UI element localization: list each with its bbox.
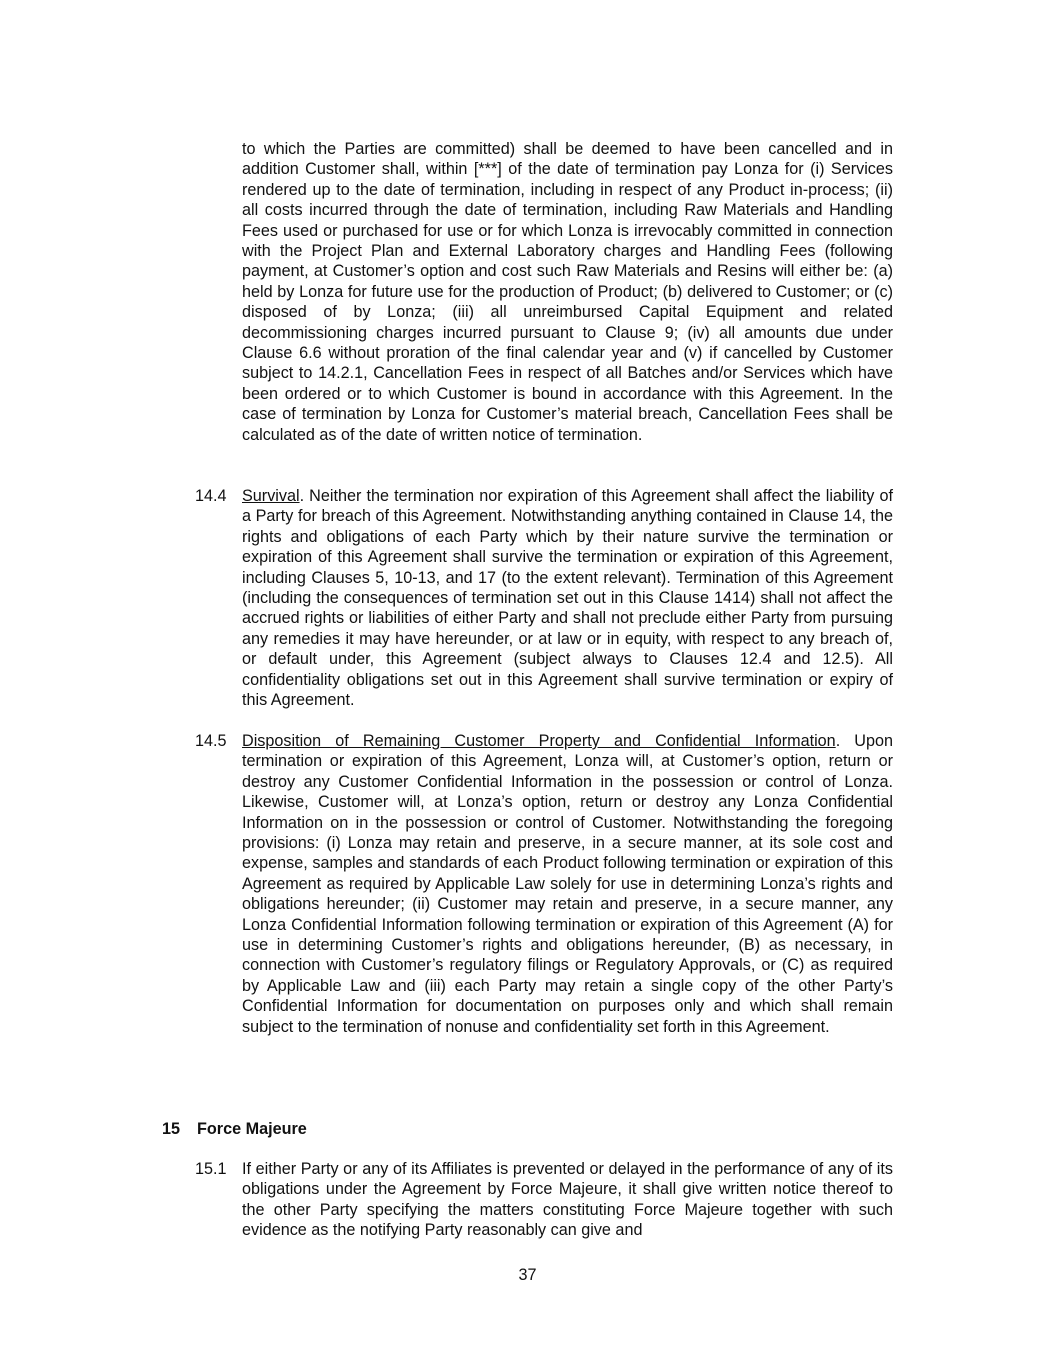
clause-body [242,486,893,710]
clause-14-4 [195,486,893,710]
section-heading-force-majeure [162,1119,307,1139]
clause-body [242,731,893,1037]
clause-title: Survival [242,487,300,505]
section-number: 15 [162,1120,181,1138]
section-title: Force Majeure [197,1120,307,1138]
clause-text: . Neither the termination nor expiration of this Agreement shall affect the liability of a Party for breach of this Agreement. Notwithstanding anything contained in Clause 14, the rights and obligations of each Party which by their nature survive the termination or expiration of this Agreement shall survive the termination or expiration of this Agreement, including Clauses 5, 10-13, and 17 (to the extent relevant). Termination of this Agreement (including the consequences of termination set out in this Clause 1414) shall not affect the accrued rights or liabilities of either Party and shall not preclude either Party from pursuing any remedies it may have hereunder, or at law or in equity, with respect to any breach of, or default under, this Agreement (subject always to Clauses 12.4 and 12.5). All confidentiality obligations set out in this Agreement shall survive termination or expiry of this Agreement. [242,487,893,710]
clause-text: . Upon termination or expiration of this Agreement, Lonza will, at Customer’s option, return or destroy any Customer Confidential Information in the possession or control of Lonza. Likewise, Customer will, at Lonza’s option, return or destroy any Lonza Confidential Information on in the possession or control of Customer. Notwithstanding the foregoing provisions: (i) Lonza may retain and preserve, in a secure manner, at its sole cost and expense, samples and standards of each Product following termination or expiration of this Agreement as required by Applicable Law solely for use in determining Lonza’s rights and obligations hereunder; (ii) Customer may retain and preserve, in a secure manner, any Lonza Confidential Information following termination or expiration of this Agreement (A) for use in determining Customer’s rights and obligations hereunder, (B) as necessary, in connection with Customer’s regulatory filings or Regulatory Approvals, or (C) as required by Applicable Law and (iii) each Party may retain a single copy of the other Party’s Confidential Information for documentation on purposes only and which shall remain subject to the termination of nonuse and confidentiality set forth in this Agreement. [242,732,893,1036]
clause-15-1 [195,1159,893,1241]
page-number: 37 [518,1266,537,1284]
clause-number: 14.4 [195,487,227,505]
clause-number: 15.1 [195,1160,227,1178]
clause-number: 14.5 [195,732,227,750]
clause-body [242,1159,893,1241]
clause-text: If either Party or any of its Affiliates is prevented or delayed in the performance of any of its obligations under the Agreement by Force Majeure, it shall give written notice thereof to the other Party specifying the matters constituting Force Majeure together with such evidence as the notifying Party reasonably can give and [242,1160,893,1240]
clause-14-5 [195,731,893,1037]
clause-14-3-continuation-text: to which the Parties are committed) shall be deemed to have been cancelled and in addition Customer shall, within [***] of the date of termination pay Lonza for (i) Services rendered up to the date of termination, including in respect of any Product in-process; (ii) all costs incurred through the date of termination, including Raw Materials and Handling Fees used or purchased for use or for which Lonza is irrevocably committed in connection with the Project Plan and External Laboratory charges and Handling Fees (following payment, at Customer’s option and cost such Raw Materials and Resins will either be: (a) held by Lonza for future use for the production of Product; (b) delivered to Customer; or (c) disposed of by Lonza; (iii) all unreimbursed Capital Equipment and related decommissioning charges incurred pursuant to Clause 9; (iv) all amounts due under Clause 6.6 without proration of the final calendar year and (v) if cancelled by Customer subject to 14.2.1, Cancellation Fees in respect of all Batches and/or Services which have been ordered or to which Customer is bound in accordance with this Agreement. In the case of termination by Lonza for Customer’s material breach, Cancellation Fees shall be calculated as of the date of written notice of termination. [242,140,893,444]
clause-title: Disposition of Remaining Customer Property and Confidential Information [242,732,836,750]
